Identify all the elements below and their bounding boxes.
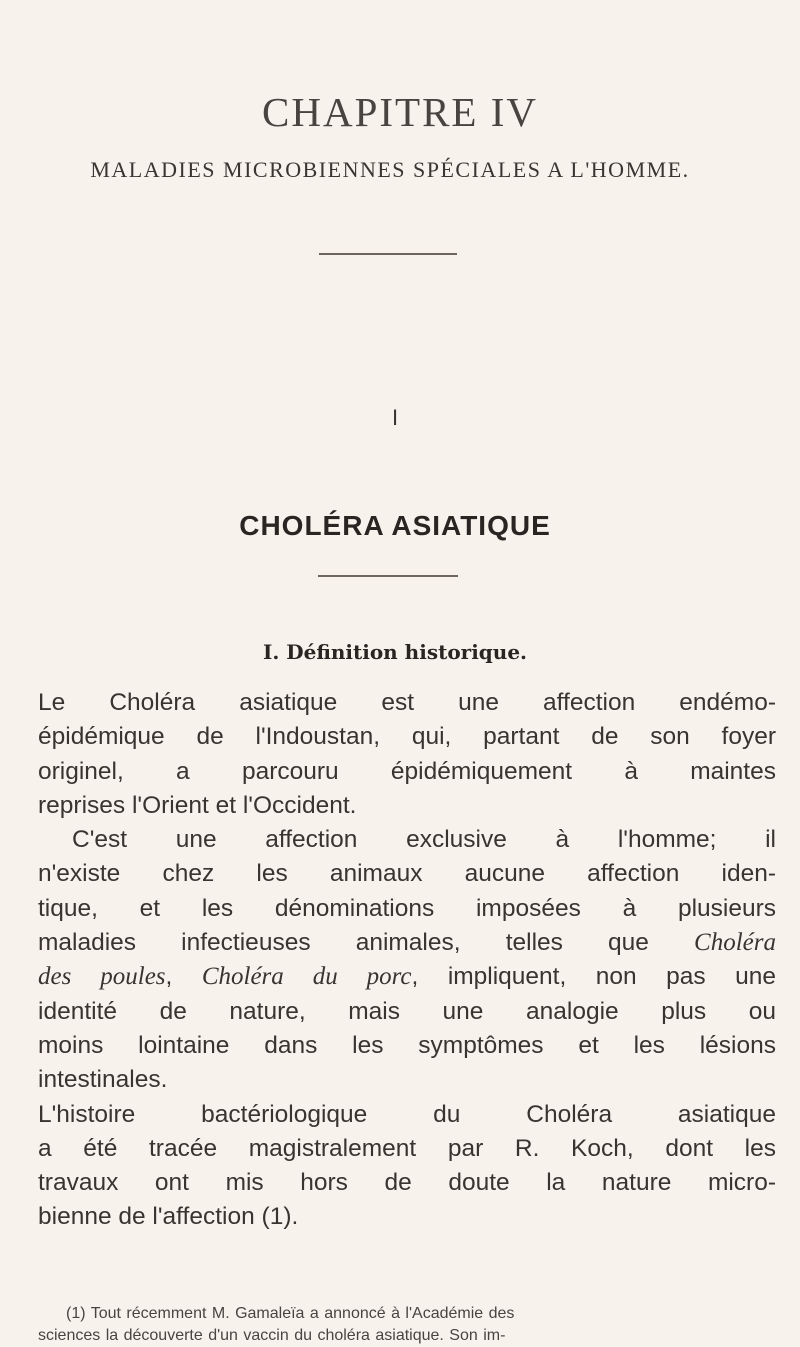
text-line: Le Choléra asiatique est une affection endémo- xyxy=(38,689,776,716)
text-line: bienne de l'affection (1). xyxy=(38,1203,299,1231)
section-number: I xyxy=(391,405,399,430)
subsection-title: I. Définition historique. xyxy=(262,640,528,664)
italic-term: des poules xyxy=(38,963,166,991)
footnote-line: sciences la découverte d'un vaccin du choléra asiatique. Son im- xyxy=(38,1327,506,1344)
text-line xyxy=(38,960,776,994)
body-text xyxy=(38,686,776,1235)
text-line: C'est une affection exclusive à l'homme; il xyxy=(72,826,776,854)
divider-rule xyxy=(318,575,458,577)
text-line: moins lointaine dans les symptômes et les lésions xyxy=(38,1031,776,1059)
text-line: n'existe chez les animaux aucune affection iden- xyxy=(38,860,776,888)
italic-term: Choléra xyxy=(694,929,776,957)
footnote-line: (1) Tout récemment M. Gamaleïa a annoncé à l'Académie des xyxy=(66,1305,515,1322)
text-line: a été tracée magistralement par R. Koch, dont les xyxy=(38,1134,776,1162)
text-line: identité de nature, mais une analogie plus ou xyxy=(38,997,776,1025)
text-line: épidémique de l'Indoustan, qui, partant de son foyer xyxy=(38,723,776,751)
italic-term: Choléra du porc xyxy=(201,963,412,991)
section-title: CHOLÉRA ASIATIQUE xyxy=(239,510,551,541)
divider-rule xyxy=(319,253,457,255)
chapter-title: CHAPITRE IV xyxy=(262,89,538,135)
text-run: maladies infectieuses animales, telles que xyxy=(38,929,695,957)
text-line: travaux ont mis hors de doute la nature micro- xyxy=(38,1169,776,1197)
text-line: intestinales. xyxy=(38,1066,168,1094)
text-line: reprises l'Orient et l'Occident. xyxy=(38,791,357,819)
text-line: originel, a parcouru épidémiquement à maintes xyxy=(38,757,776,785)
text-line: L'histoire bactériologique du Choléra asiatique xyxy=(38,1100,776,1128)
text-run: , xyxy=(165,963,202,991)
text-line: tique, et les dénominations imposées à plusieurs xyxy=(38,894,776,922)
chapter-subtitle: MALADIES MICROBIENNES SPÉCIALES A L'HOMME. xyxy=(90,157,690,182)
footnote xyxy=(38,1303,778,1347)
text-line xyxy=(38,926,776,960)
text-run: , impliquent, non pas une xyxy=(411,963,776,991)
